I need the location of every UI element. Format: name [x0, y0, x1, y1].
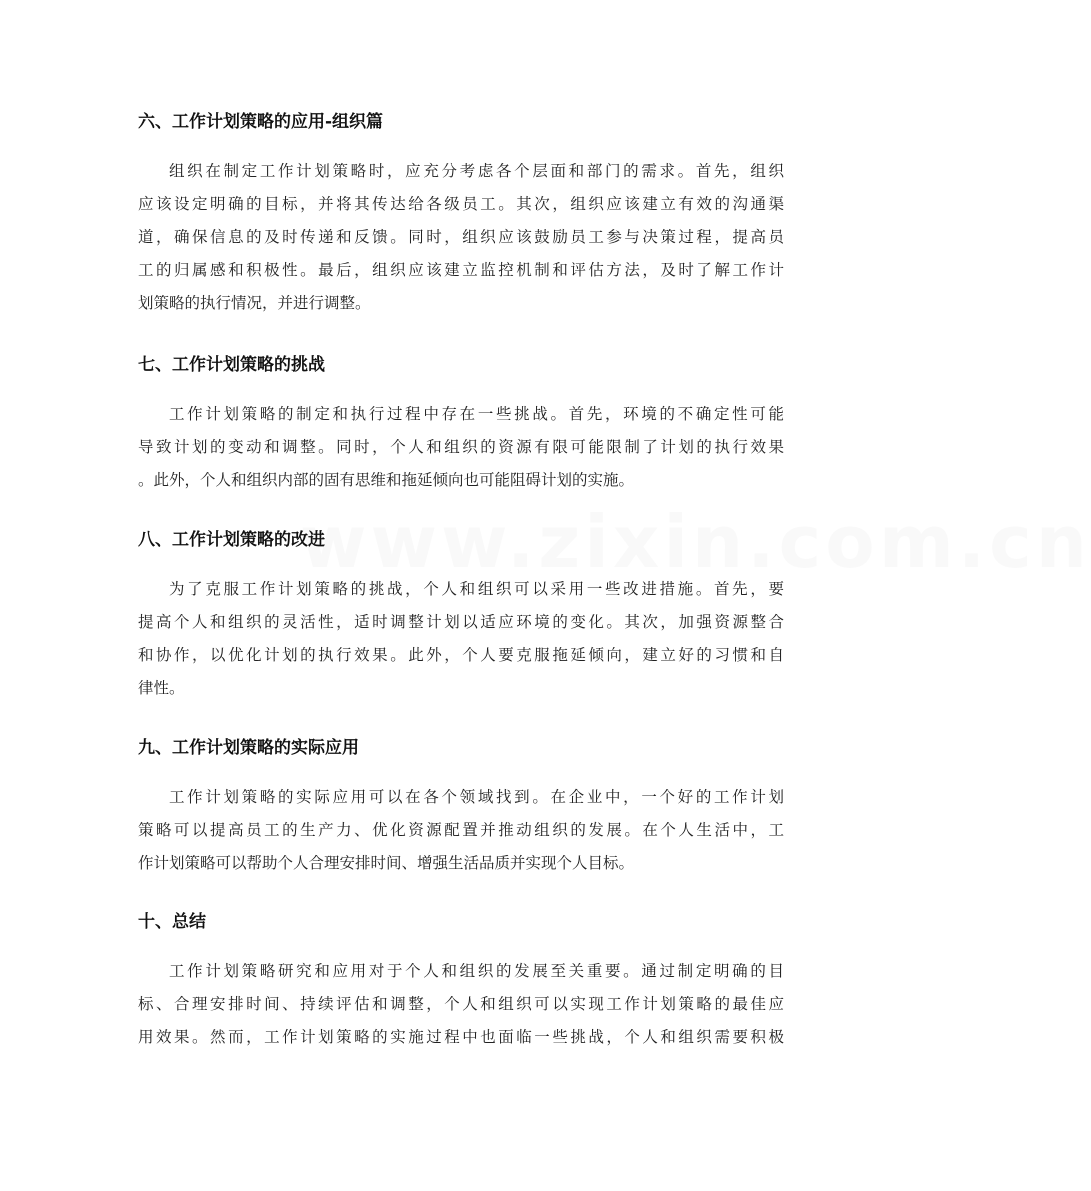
watermark: www.zixin.com.cn	[300, 500, 1091, 584]
paragraph-line: 标、合理安排时间、持续评估和调整，个人和组织可以实现工作计划策略的最佳应	[138, 995, 784, 1013]
section-heading-8: 八、工作计划策略的改进	[138, 530, 325, 550]
paragraph-line: 策略可以提高员工的生产力、优化资源配置并推动组织的发展。在个人生活中，工	[138, 821, 784, 839]
paragraph-line: 导致计划的变动和调整。同时，个人和组织的资源有限可能限制了计划的执行效果	[138, 438, 784, 456]
paragraph-line: 工作计划策略的实际应用可以在各个领域找到。在企业中，一个好的工作计划	[169, 788, 784, 806]
section-paragraph-7	[138, 398, 784, 497]
paragraph-line: 为了克服工作计划策略的挑战，个人和组织可以采用一些改进措施。首先，要	[169, 580, 784, 598]
section-heading-6: 六、工作计划策略的应用-组织篇	[138, 112, 384, 132]
section-paragraph-10	[138, 955, 784, 1054]
paragraph-line: 工的归属感和积极性。最后，组织应该建立监控机制和评估方法，及时了解工作计	[138, 261, 784, 279]
section-heading-9: 九、工作计划策略的实际应用	[138, 738, 359, 758]
section-heading-10: 十、总结	[138, 912, 206, 932]
section-paragraph-9	[138, 781, 784, 880]
paragraph-line: 划策略的执行情况，并进行调整。	[138, 294, 371, 312]
paragraph-line: 。此外，个人和组织内部的固有思维和拖延倾向也可能阻碍计划的实施。	[138, 471, 635, 489]
paragraph-line: 提高个人和组织的灵活性，适时调整计划以适应环境的变化。其次，加强资源整合	[138, 613, 784, 631]
paragraph-line: 道，确保信息的及时传递和反馈。同时，组织应该鼓励员工参与决策过程，提高员	[138, 228, 784, 246]
paragraph-line: 和协作，以优化计划的执行效果。此外，个人要克服拖延倾向，建立好的习惯和自	[138, 646, 784, 664]
section-heading-7: 七、工作计划策略的挑战	[138, 355, 325, 375]
paragraph-line: 工作计划策略的制定和执行过程中存在一些挑战。首先，环境的不确定性可能	[169, 405, 784, 423]
paragraph-line: 用效果。然而，工作计划策略的实施过程中也面临一些挑战，个人和组织需要积极	[138, 1028, 784, 1046]
section-paragraph-6	[138, 155, 784, 320]
paragraph-line: 律性。	[138, 679, 185, 697]
section-paragraph-8	[138, 573, 784, 705]
paragraph-line: 应该设定明确的目标，并将其传达给各级员工。其次，组织应该建立有效的沟通渠	[138, 195, 784, 213]
paragraph-line: 作计划策略可以帮助个人合理安排时间、增强生活品质并实现个人目标。	[138, 854, 635, 872]
paragraph-line: 组织在制定工作计划策略时，应充分考虑各个层面和部门的需求。首先，组织	[169, 162, 784, 180]
paragraph-line: 工作计划策略研究和应用对于个人和组织的发展至关重要。通过制定明确的目	[169, 962, 784, 980]
